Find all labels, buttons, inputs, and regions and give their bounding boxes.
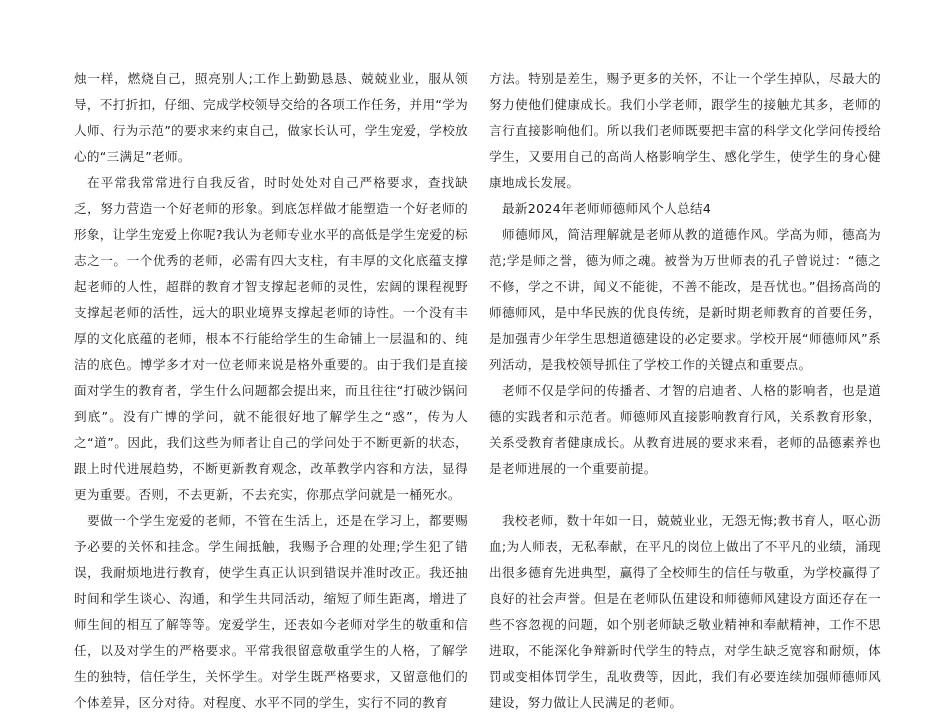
paragraph: 在平常我常常进行自我反省，时时处处对自己严格要求，查找缺乏，努力营造一个好老师的形象。到底怎样做才能塑造一个好老师的形象，让学生宠爱上你呢?我认为老师专业水平的高低是学生宠爱的标志之一。一个优秀的老师，必需有四大支柱，有丰厚的文化底蕴支撑起老师的人性，超群的教育才智支撑起老师的灵性，宏阔的课程视野支撑起老师的活性，远大的职业境界支撑起老师的诗性。一个没有丰厚的文化底蕴的老师，根本不行能给学生的生命铺上一层温和的、纯洁的底色。博学多才对一位老师来说是格外重要的。由于我们是直接面对学生的教育者，学生什么问题都会提出来，而且往往“打破沙锅问到底”。没有广博的学问，就不能很好地了解学生之“惑”，传为人之“道”。因此，我们这些为师者让自己的学问处于不断更新的状态，跟上时代进展趋势，不断更新教育观念，改革教学内容和方法，显得更为重要。否则，不去更新，不去充实，你那点学问就是一桶死水。 — [74, 175, 468, 502]
paragraph: 我校老师，数十年如一日，兢兢业业，无怨无悔;教书育人，呕心沥血;为人师表，无私奉献，在平凡的岗位上做出了不平凡的业绩，涌现出很多德育先进典型，赢得了全校师生的信任与敬重，为学校赢得了良好的社会声誉。但是在老师队伍建设和师德师风建设方面还存在一些不容忽视的问题，如个别老师缺乏敬业精神和奉献精神，工作不思进取，不能深化争辩新时代学生的特点，对学生缺乏宽容和耐烦，体罚或变相体罚学生，乱收费等，因此，我们有必要连续加强师德师风建设，努力做让人民满足的老师。 — [489, 513, 881, 710]
paragraph: 要做一个学生宠爱的老师，不管在生活上，还是在学习上，都要赐予必要的关怀和挂念。学生闹抵触，我赐予合理的处理;学生犯了错误，我耐烦地进行教育，使学生真正认识到错误并准时改正。我还抽时间和学生谈心、沟通，和学生共同活动，缩短了师生距离，增进了师生间的相互了解等等。宠爱学生，还表如今老师对学生的敬重和信任，以及对学生的严格要求。平常我很留意敬重学生的人格，了解学生的独特，信任学生，关怀学生。对学生既严格要求，又留意他们的个体差异，区分对待。对程度、水平不同的学生，实行不同的教育 — [74, 513, 468, 710]
paragraph: 方法。特别是差生，赐予更多的关怀，不让一个学生掉队，尽最大的努力使他们健康成长。我们小学老师，跟学生的接触尤其多，老师的言行直接影响他们。所以我们老师既要把丰富的科学文化学问传授给学生，又要用自己的高尚人格影响学生、感化学生，使学生的身心健康地成长发展。 — [489, 71, 881, 190]
paragraph: 老师不仅是学问的传播者、才智的启迪者、人格的影响者，也是道德的实践者和示范者。师德师风直接影响教育行风，关系教育形象，关系受教育者健康成长。从教育进展的要求来看，老师的品德素养也是老师进展的一个重要前提。 — [489, 383, 881, 476]
blank-line — [489, 482, 881, 508]
section-heading: 最新2024年老师师德师风个人总结4 — [502, 201, 712, 216]
right-column — [489, 66, 881, 716]
left-column — [74, 66, 468, 716]
paragraph: 烛一样，燃烧自己，照亮别人;工作上勤勤恳恳、兢兢业业，服从领导，不打折扣，仔细、完成学校领导交给的各项工作任务，并用“学为人师、行为示范”的要求来约束自己，做家长认可，学生宠爱，学校放心的“三满足”老师。 — [74, 71, 468, 164]
paragraph: 师德师风，简洁理解就是老师从教的道德作风。学高为师，德高为范;学是师之誉，德为师之魂。被誉为万世师表的孔子曾说过：“德之不修，学之不讲，闻义不能徙，不善不能改，是吾忧也。”倡扬高尚的师德师风，是中华民族的优良传统，是新时期老师教育的首要任务，是加强青少年学生思想道德建设的必定要求。学校开展“师德师风”系列活动，是我校领导抓住了学校工作的关键点和重要点。 — [489, 227, 881, 372]
